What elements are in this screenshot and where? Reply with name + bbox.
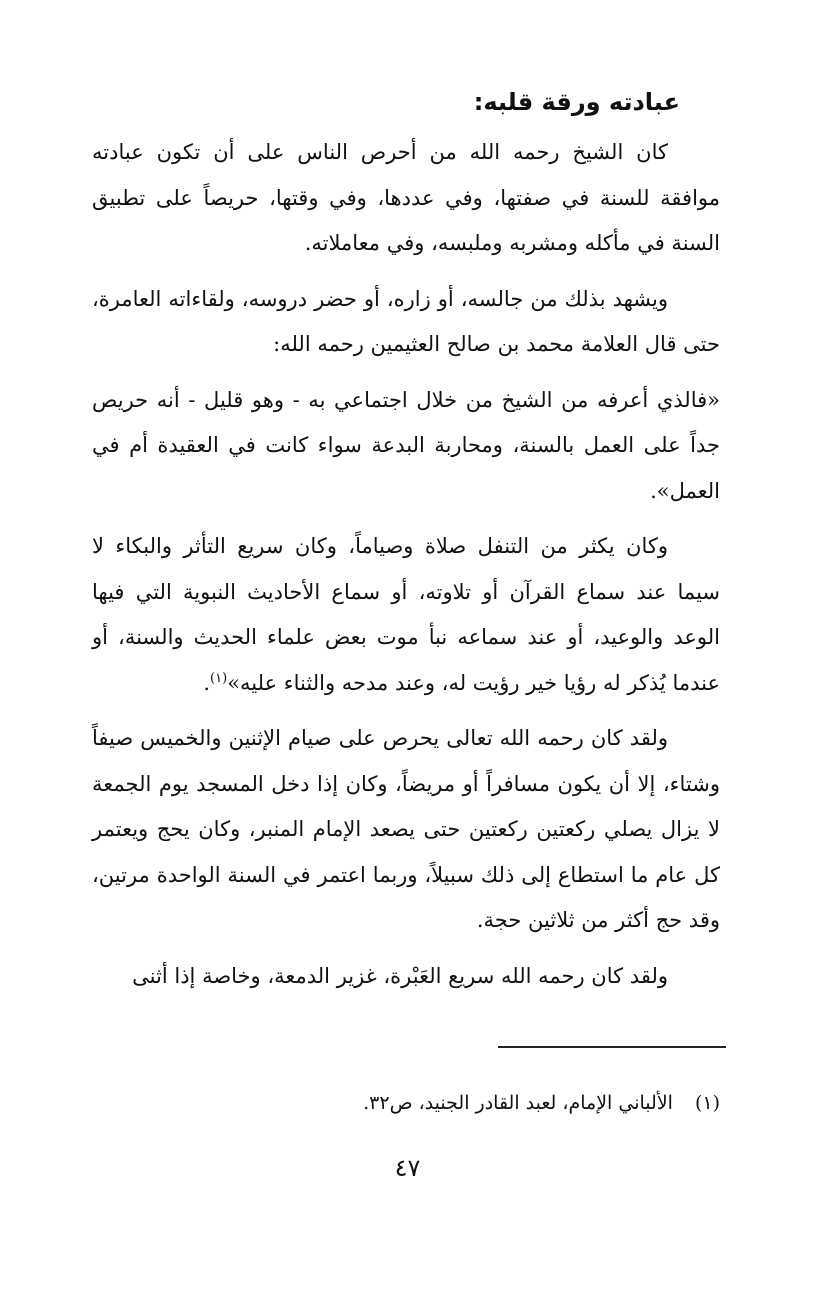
footnote	[92, 1088, 720, 1118]
body-text	[92, 130, 720, 1009]
paragraph-5: ولقد كان رحمه الله تعالى يحرص على صيام الإثنين والخميس صيفاً وشتاء، إلا أن يكون مسافراً أو مريضاً، وكان إذا دخل المسجد يوم الجمعة لا يزال يصلي ركعتين ركعتين حتى يصعد الإمام المنبر، وكان يحج ويعتمر كل عام ما استطاع إلى ذلك سبيلاً، وربما اعتمر في السنة الواحدة مرتين، وقد حج أكثر من ثلاثين حجة.	[92, 726, 720, 932]
paragraph-1: كان الشيخ رحمه الله من أحرص الناس على أن تكون عبادته موافقة للسنة في صفتها، وفي عددها، وفي وقتها، حريصاً على تطبيق السنة في مأكله ومشربه وملبسه، وفي معاملاته.	[92, 140, 720, 255]
footnote-reference[interactable]: (١)	[210, 670, 228, 686]
footnote-divider	[498, 1046, 726, 1048]
page-number: ٤٧	[394, 1154, 421, 1182]
paragraph-2: ويشهد بذلك من جالسه، أو زاره، أو حضر دروسه، ولقاءاته العامرة، حتى قال العلامة محمد بن صالح العثيمين رحمه الله:	[92, 286, 720, 356]
paragraph-4	[92, 524, 720, 706]
paragraph-6: ولقد كان رحمه الله سريع العَبْرة، غزير الدمعة، وخاصة إذا أثنى	[132, 963, 668, 988]
paragraph-4-text: وكان يكثر من التنفل صلاة وصياماً، وكان سريع التأثر والبكاء لا سيما عند سماع القرآن أو تلاوته، أو سماع الأحاديث النبوية التي فيها الوعد والوعيد، أو عند سماعه نبأ موت بعض علماء الحديث والسنة، أو عندما يُذكر له رؤيا خير رؤيت له، وعند مدحه والثناء عليه»	[92, 534, 720, 695]
quote-paragraph: «فالذي أعرفه من الشيخ من خلال اجتماعي به - وهو قليل - أنه حريص جداً على العمل بالسنة، ومحاربة البدعة سواء كانت في العقيدة أم في العمل».	[92, 387, 720, 503]
section-heading: عبادته ورقة قلبه:	[473, 88, 680, 116]
paragraph-4-end: .	[203, 670, 211, 695]
footnote-text: الألباني الإمام، لعبد القادر الجنيد، ص٣٢.	[363, 1092, 673, 1114]
footnote-number: (١)	[694, 1092, 720, 1114]
